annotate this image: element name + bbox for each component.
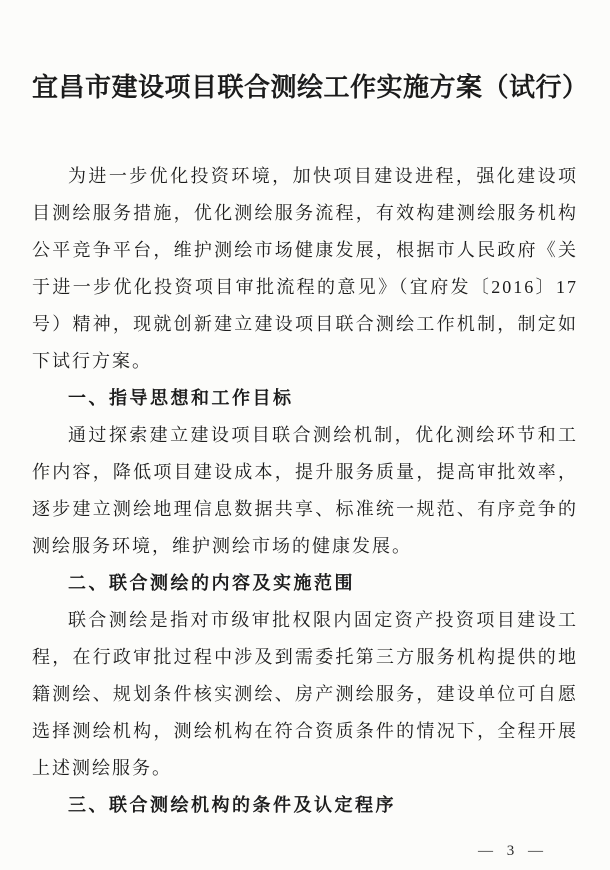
section-heading-2: 二、联合测绘的内容及实施范围 <box>68 573 355 593</box>
section-heading-1: 一、指导思想和工作目标 <box>68 388 294 408</box>
paragraph-section-1: 通过探索建立建设项目联合测绘机制，优化测绘环节和工作内容，降低项目建设成本，提升服务质量，提高审批效率，逐步建立测绘地理信息数据共享、标准统一规范、有序竞争的测绘服务环境，维护测绘市场的健康发展。 <box>32 425 578 556</box>
page-title: 宜昌市建设项目联合测绘工作实施方案（试行） <box>32 73 589 102</box>
paragraph-intro: 为进一步优化投资环境，加快项目建设进程，强化建设项目测绘服务措施，优化测绘服务流程，有效构建测绘服务机构公平竞争平台，维护测绘市场健康发展，根据市人民政府《关于进一步优化投资项目审批流程的意见》（宜府发〔2016〕17号）精神，现就创新建立建设项目联合测绘工作机制，制定如下试行方案。 <box>32 166 578 371</box>
paragraph-section-2: 联合测绘是指对市级审批权限内固定资产投资项目建设工程，在行政审批过程中涉及到需委托第三方服务机构提供的地籍测绘、规划条件核实测绘、房产测绘服务，建设单位可自愿选择测绘机构，测绘机构在符合资质条件的情况下，全程开展上述测绘服务。 <box>32 610 578 778</box>
section-heading-3: 三、联合测绘机构的条件及认定程序 <box>68 795 396 815</box>
page-number: — 3 — <box>478 843 548 859</box>
document-body <box>32 158 578 824</box>
